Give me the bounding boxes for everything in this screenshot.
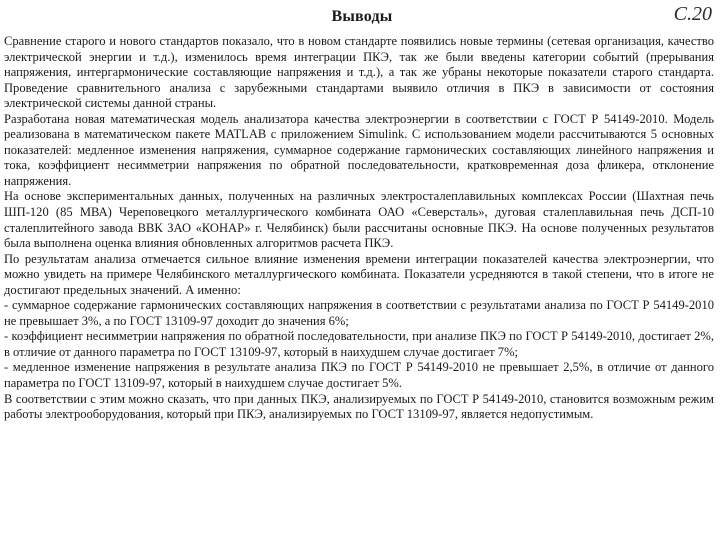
slide-number: С.20 (673, 3, 712, 25)
paragraph-standards-comparison: Сравнение старого и нового стандартов показало, что в новом стандарте появились новые термины (сетевая организация, качество электрической энергии и т.д.), изменилось время интеграции ПКЭ, так же были введены категории событий (прерывания напряжения, интергармонические составляющие напряжения и т.д.), а так же убраны некоторые показатели старого стандарта. Проведение сравнительного анализа с зарубежными стандартами выявило отличия в ПКЭ в зависимости от состояния электрической системы данной страны. (4, 34, 714, 111)
slide-body (4, 34, 714, 423)
paragraph-analysis-results: По результатам анализа отмечается сильное влияние изменения времени интеграции показателей качества электроэнергии, что можно увидеть на примере Челябинского металлургического комбината. Показатели усредняются в такой степени, что в итоге не достигают предельных значений. А именно: (4, 251, 714, 297)
slide-title: Выводы (331, 8, 393, 25)
bullet-unbalance: - коэффициент несимметрии напряжения по обратной последовательности, при анализе ПКЭ по ГОСТ Р 54149-2010, достигает 2%, в отличие от данного параметра по ГОСТ 13109-97, который в наихудшем случае достигает 7%; (4, 329, 714, 359)
bullet-slow-voltage-change: - медленное изменение напряжения в результате анализа ПКЭ по ГОСТ Р 54149-2010 не превышает 2,5%, в отличие от данного параметра по ГОСТ 13109-97, который в наихудшем случае достигает 5%. (4, 360, 714, 391)
bullet-harmonics: - суммарное содержание гармонических составляющих напряжения в соответствии с результатами анализа по ГОСТ Р 54149-2010 не превышает 3%, а по ГОСТ 13109-97 доходит до значения 6%; (4, 298, 714, 328)
paragraph-conclusion: В соответствии с этим можно сказать, что при данных ПКЭ, анализируемых по ГОСТ Р 54149-2010, становится возможным режим работы электрооборудования, который при ПКЭ, анализируемых по ГОСТ 13109-97, является недопустимым. (4, 391, 714, 422)
paragraph-model: Разработана новая математическая модель анализатора качества электроэнергии в соответствии с ГОСТ Р 54149-2010. Модель реализована в математическом пакете MATLAB с приложением Simulink. С использованием модели рассчитываются 5 основных показателей: медленное изменения напряжения, суммарное содержание гармонических составляющих линейного напряжения и тока, коэффициент несимметрии напряжения по обратной последовательности, кратковременная доза фликера, отклонение напряжения. (4, 111, 714, 188)
paragraph-experimental-data: На основе экспериментальных данных, полученных на различных электросталеплавильных комплексах России (Шахтная печь ШП-120 (85 МВА) Череповецкого металлургического комбината ОАО «Северсталь», дуговая сталеплавильная печь ДСП-10 сталеплитейного завода ВВК ЗАО «КОНАР» г. Челябинск) были рассчитаны основные ПКЭ. На основе полученных результатов была выполнена оценка влияния обновленных алгоритмов расчета ПКЭ. (4, 189, 714, 251)
